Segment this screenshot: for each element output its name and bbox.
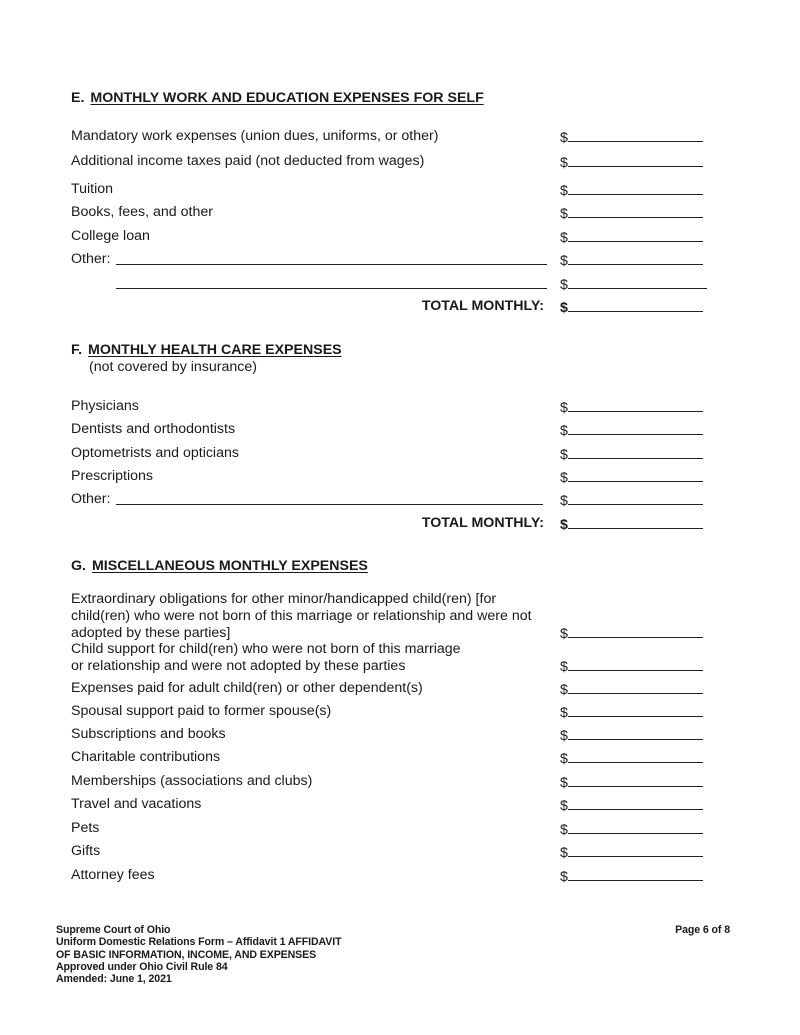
section-f-letter: F.	[71, 342, 83, 358]
adult-children-expenses-field[interactable]: $	[560, 680, 703, 698]
amount-blank[interactable]	[568, 128, 703, 142]
amount-blank[interactable]	[568, 181, 703, 195]
amount-blank[interactable]	[568, 624, 703, 638]
pets-label: Pets	[71, 820, 100, 836]
spousal-support-label: Spousal support paid to former spouse(s)	[71, 703, 332, 719]
section-g-heading	[71, 558, 368, 574]
spousal-support-field[interactable]: $	[560, 703, 703, 721]
books-fees-label: Books, fees, and other	[71, 204, 213, 220]
physicians-label: Physicians	[71, 398, 139, 414]
child-support-field[interactable]: $	[560, 657, 703, 675]
amount-blank[interactable]	[568, 421, 703, 435]
other-label: Other:	[71, 251, 111, 267]
total-monthly-label-e: TOTAL MONTHLY:	[421, 298, 544, 314]
dentists-label: Dentists and orthodontists	[71, 421, 236, 437]
memberships-label: Memberships (associations and clubs)	[71, 773, 313, 789]
footer-approval: Approved under Ohio Civil Rule 84	[56, 960, 228, 973]
footer-amended: Amended: June 1, 2021	[56, 973, 172, 986]
total-monthly-f-field[interactable]: $	[560, 515, 703, 533]
tuition-field[interactable]: $	[560, 181, 703, 199]
total-monthly-e-field[interactable]: $	[560, 298, 703, 316]
page-number: Page 6 of 8	[675, 924, 730, 936]
amount-blank[interactable]	[568, 228, 703, 242]
amount-blank[interactable]	[568, 773, 703, 787]
optometrists-label: Optometrists and opticians	[71, 445, 239, 461]
section-g-letter: G.	[71, 558, 86, 574]
footer-info	[56, 924, 341, 985]
extraordinary-obligations-field[interactable]: $	[560, 624, 703, 642]
other-description-blank-f[interactable]	[116, 491, 543, 509]
amount-blank[interactable]	[568, 867, 703, 881]
footer-form-name: Uniform Domestic Relations Form – Affidavit 1 AFFIDAVIT	[56, 936, 342, 949]
additional-income-taxes-field[interactable]: $	[560, 153, 703, 171]
college-loan-field[interactable]: $	[560, 228, 703, 246]
section-e-title: MONTHLY WORK AND EDUCATION EXPENSES FOR SELF	[90, 90, 484, 106]
gifts-field[interactable]: $	[560, 843, 703, 861]
amount-blank[interactable]	[568, 275, 707, 289]
total-monthly-label-f: TOTAL MONTHLY:	[421, 515, 544, 531]
amount-blank[interactable]	[568, 153, 703, 167]
amount-blank[interactable]	[568, 703, 703, 717]
travel-field[interactable]: $	[560, 796, 703, 814]
amount-blank[interactable]	[568, 749, 703, 763]
amount-blank[interactable]	[568, 726, 703, 740]
amount-blank[interactable]	[568, 657, 703, 671]
subscriptions-field[interactable]: $	[560, 726, 703, 744]
optometrists-field[interactable]: $	[560, 445, 703, 463]
amount-blank[interactable]	[568, 843, 703, 857]
charitable-contributions-field[interactable]: $	[560, 749, 703, 767]
amount-blank[interactable]	[568, 796, 703, 810]
dentists-field[interactable]: $	[560, 421, 703, 439]
other-label: Other:	[71, 491, 111, 507]
charitable-contributions-label: Charitable contributions	[71, 749, 221, 765]
other-row-e	[71, 251, 110, 268]
total-blank[interactable]	[568, 298, 703, 312]
section-e-heading	[71, 90, 484, 106]
amount-blank[interactable]	[568, 820, 703, 834]
total-blank[interactable]	[568, 515, 703, 529]
mandatory-work-expenses-label: Mandatory work expenses (union dues, uniforms, or other)	[71, 128, 439, 144]
prescriptions-field[interactable]: $	[560, 468, 703, 486]
other-description-blank-e[interactable]	[116, 251, 547, 269]
footer-form-name-cont: OF BASIC INFORMATION, INCOME, AND EXPENSES	[56, 948, 317, 961]
books-fees-field[interactable]: $	[560, 204, 703, 222]
other-description-blank-e-2[interactable]	[116, 275, 547, 293]
section-f-title: MONTHLY HEALTH CARE EXPENSES	[88, 342, 342, 358]
child-support-label: Child support for child(ren) who were not born of this marriage or relationship and were not adopted by these parties	[71, 641, 461, 674]
attorney-fees-field[interactable]: $	[560, 867, 703, 885]
other-row-f	[71, 491, 110, 508]
physicians-field[interactable]: $	[560, 398, 703, 416]
other-e-field[interactable]: $	[560, 251, 703, 269]
amount-blank[interactable]	[568, 204, 703, 218]
additional-income-taxes-label: Additional income taxes paid (not deducted from wages)	[71, 153, 425, 169]
section-e-letter: E.	[71, 90, 85, 106]
adult-children-expenses-label: Expenses paid for adult child(ren) or other dependent(s)	[71, 680, 423, 696]
amount-blank[interactable]	[568, 398, 703, 412]
section-f-subtitle: (not covered by insurance)	[89, 359, 257, 375]
section-g-title: MISCELLANEOUS MONTHLY EXPENSES	[91, 558, 368, 574]
college-loan-label: College loan	[71, 228, 150, 244]
amount-blank[interactable]	[568, 680, 703, 694]
tuition-label: Tuition	[71, 181, 114, 197]
other-f-field[interactable]: $	[560, 491, 703, 509]
subscriptions-label: Subscriptions and books	[71, 726, 226, 742]
other-e-2-field[interactable]: $	[560, 275, 707, 293]
section-f-heading	[71, 342, 342, 358]
mandatory-work-expenses-field[interactable]: $	[560, 128, 703, 146]
gifts-label: Gifts	[71, 843, 101, 859]
extraordinary-obligations-label: Extraordinary obligations for other minor/handicapped child(ren) [for child(ren) who were not born of this marriage or relationship and were not adopted by these parties]	[71, 591, 532, 641]
amount-blank[interactable]	[568, 251, 703, 265]
pets-field[interactable]: $	[560, 820, 703, 838]
amount-blank[interactable]	[568, 491, 703, 505]
memberships-field[interactable]: $	[560, 773, 703, 791]
footer-court: Supreme Court of Ohio	[56, 924, 171, 936]
travel-label: Travel and vacations	[71, 796, 202, 812]
amount-blank[interactable]	[568, 445, 703, 459]
prescriptions-label: Prescriptions	[71, 468, 154, 484]
amount-blank[interactable]	[568, 468, 703, 482]
attorney-fees-label: Attorney fees	[71, 867, 155, 883]
